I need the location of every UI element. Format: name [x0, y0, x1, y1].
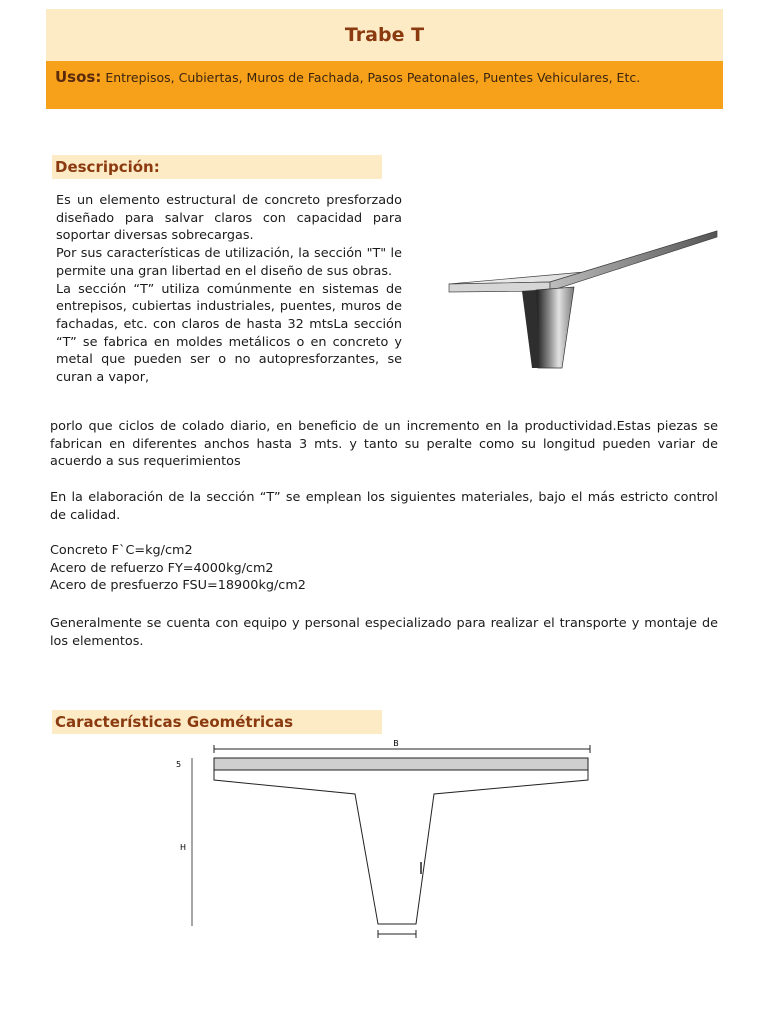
desc-paragraph-6: Generalmente se cuenta con equipo y personal especializado para realizar el transporte y montaje de los elementos.	[50, 616, 718, 649]
desc-paragraph-5-block	[50, 489, 718, 524]
dim-label-h: H	[180, 843, 187, 852]
t-beam-image	[446, 228, 718, 372]
title-band	[46, 9, 723, 61]
t-section-drawing	[170, 734, 600, 944]
desc-paragraph-1: Es un elemento estructural de concreto presforzado diseñado para salvar claros con capacidad para soportar diversas sobrecargas.	[56, 193, 402, 244]
desc-paragraph-4: porlo que ciclos de colado diario, en beneficio de un incremento en la productividad.Estas piezas se fabrican en diferentes anchos hasta 3 mts. y tanto su peralte como su longitud pueden variar de acuerdo a sus requerimientos	[50, 419, 718, 470]
descripcion-column	[56, 192, 402, 387]
material-refuerzo: Acero de refuerzo FY=4000kg/cm2	[50, 560, 274, 576]
page-title: Trabe T	[344, 24, 425, 46]
usos-band	[46, 61, 723, 109]
dim-label-b: B	[393, 739, 399, 748]
descripcion-heading: Descripción:	[52, 155, 382, 179]
usos-text	[55, 69, 703, 86]
usos-colon: :	[95, 68, 102, 86]
desc-paragraph-3: La sección “T” utiliza comúnmente en sistemas de entrepisos, cubiertas industriales, puentes, muros de fachadas, etc. con claros de hasta 32 mtsLa sección “T” se fabrica en moldes metálicos o en concreto y metal que pueden ser o no autopresforzantes, se curan a vapor,	[56, 281, 402, 386]
desc-paragraph-6-block	[50, 615, 718, 650]
geometria-heading: Características Geométricas	[52, 710, 382, 734]
dim-label-5: 5	[176, 760, 182, 769]
desc-paragraph-4-block	[50, 418, 718, 471]
desc-paragraph-2: Por sus características de utilización, la sección "T" le permite una gran libertad en el diseño de sus obras.	[56, 246, 402, 279]
material-presfuerzo: Acero de presfuerzo FSU=18900kg/cm2	[50, 578, 306, 594]
material-concreto: Concreto F`C=kg/cm2	[50, 543, 193, 558]
desc-paragraph-5: En la elaboración de la sección “T” se emplean los siguientes materiales, bajo el más estricto control de calidad.	[50, 490, 718, 523]
usos-label: Usos	[55, 68, 96, 86]
usos-list: Entrepisos, Cubiertas, Muros de Fachada, Pasos Peatonales, Puentes Vehiculares, Etc.	[101, 70, 641, 85]
materials-list	[50, 542, 718, 595]
